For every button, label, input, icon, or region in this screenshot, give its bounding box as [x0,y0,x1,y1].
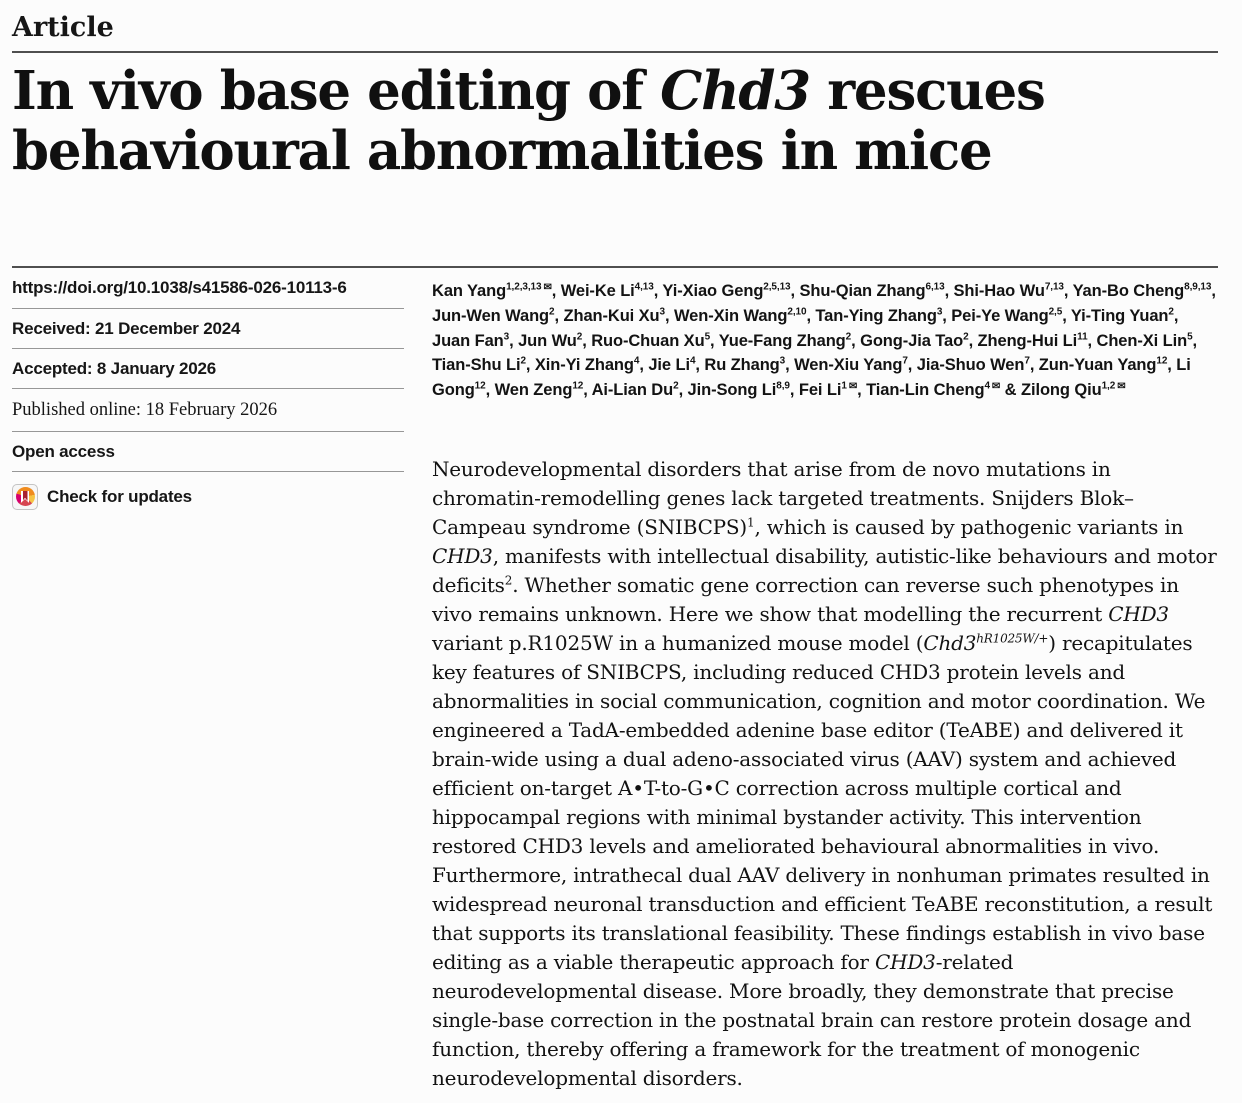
author-affiliation-superscript: 2,10 [787,306,807,318]
author-affiliation-superscript: 3 [503,331,510,343]
author-separator: , [583,381,592,400]
email-icon[interactable]: ✉ [1117,380,1126,392]
author-name: Tan-Ying Zhang [815,306,937,325]
author-separator: , [1029,356,1039,375]
author-affiliation-superscript: 2 [845,331,852,343]
author-separator: , [968,331,978,350]
email-icon[interactable]: ✉ [991,380,1001,392]
author-affiliation-superscript: 7,13 [1044,281,1064,293]
author-separator: , [1211,282,1216,301]
author-affiliation-superscript: 2 [576,331,583,343]
crossmark-circle [16,487,35,506]
author-name: Shi-Hao Wu [953,282,1045,301]
author-name: Jun Wu [518,331,577,350]
author-name: Chen-Xi Lin [1096,331,1188,350]
author-separator: , [1167,356,1177,375]
author-affiliation-superscript: 12 [474,380,486,392]
author-name: Ru Zhang [704,356,780,375]
author-name: Pei-Ye Wang [951,306,1049,325]
author-affiliation-superscript: 3 [779,355,786,367]
author-separator: , [639,356,649,375]
author-affiliation-superscript: 2 [549,306,555,318]
author-affiliation-superscript: 3 [936,306,943,318]
email-icon[interactable]: ✉ [543,281,552,293]
author-separator: , [857,381,867,400]
author-separator: , [1063,282,1073,301]
author-separator: , [785,356,795,375]
author-separator: , [710,331,719,350]
author-affiliation-superscript: 8,9 [776,380,790,392]
article-kicker: Article [12,12,114,43]
article-main-column [404,268,1218,1093]
author-affiliation-superscript: 5 [704,331,711,343]
author-name: Kan Yang [432,282,507,301]
author-name: Jin-Song Li [687,381,777,400]
author-affiliation-superscript: 5 [1187,331,1193,343]
author-separator: , [582,331,592,350]
author-name: Zheng-Hui Li [977,331,1078,350]
check-for-updates-button[interactable] [12,472,404,519]
author-name: Yue-Fang Zhang [718,331,846,350]
author-name: Yi-Ting Yuan [1070,306,1169,325]
author-separator: , [554,306,564,325]
author-separator: , [1087,331,1097,350]
author-separator: , [695,356,705,375]
author-affiliation-superscript: 4 [633,355,640,367]
author-name: Jun-Wen Wang [432,306,550,325]
author-name: Zilong Qiu [1021,381,1102,400]
author-affiliation-superscript: 11 [1077,331,1088,343]
author-separator: , [485,381,495,400]
author-affiliation-superscript: 2,5,13 [763,281,791,293]
author-separator: , [790,282,800,301]
author-separator: , [653,282,663,301]
email-icon[interactable]: ✉ [848,380,858,392]
author-separator: , [665,306,674,325]
open-access-label: Open access [12,432,404,472]
author-name: Wen-Xin Wang [673,306,788,325]
received-date: Received: 21 December 2024 [12,309,404,349]
article-title: In vivo base editing of Chd3 rescues behavioural abnormalities in mice [12,60,1045,183]
author-affiliation-superscript: 1,2,3,13 [506,281,542,293]
author-name: Wei-Ke Li [560,282,635,301]
author-separator: & [1000,381,1021,400]
author-affiliation-superscript: 12 [572,380,584,392]
crossmark-icon [12,484,38,510]
author-name: Wen Zeng [494,381,573,400]
author-affiliation-superscript: 6,13 [925,281,945,293]
crossmark-bookmark-icon [21,491,29,503]
author-affiliation-superscript: 2 [520,355,526,367]
doi-link[interactable]: https://doi.org/10.1038/s41586-026-10113-6 [12,268,404,308]
article-metadata-sidebar [12,268,404,519]
author-name: Zhan-Kui Xu [563,306,660,325]
author-name: Yan-Bo Cheng [1072,282,1185,301]
check-for-updates-label: Check for updates [47,486,192,506]
author-name: Ai-Lian Du [591,381,674,400]
author-affiliation-superscript: 2 [1168,306,1174,318]
author-affiliation-superscript: 1 [841,380,847,392]
author-affiliation-superscript: 12 [1156,355,1168,367]
author-affiliation-superscript: 7 [1024,355,1030,367]
author-affiliation-superscript: 4 [984,380,990,392]
author-affiliation-superscript: 2 [673,380,679,392]
author-separator: , [509,331,519,350]
author-affiliation-superscript: 3 [659,306,666,318]
header-divider [12,51,1218,53]
author-separator: , [789,381,799,400]
author-separator: , [551,282,561,301]
published-online-date: Published online: 18 February 2026 [12,389,404,431]
author-list [432,279,1218,403]
author-name: Xin-Yi Zhang [534,356,634,375]
author-separator: , [851,331,861,350]
content-columns [12,268,1218,1093]
author-separator: , [525,356,535,375]
accepted-date: Accepted: 8 January 2026 [12,349,404,389]
author-separator: , [806,306,816,325]
author-name: Ruo-Chuan Xu [591,331,705,350]
author-separator: , [678,381,688,400]
author-name: Jie Li [648,356,690,375]
author-affiliation-superscript: 4 [689,355,696,367]
author-name: Juan Fan [432,331,504,350]
author-separator: , [1192,331,1198,350]
author-separator: , [1062,306,1071,325]
author-name: Gong-Jia Tao [860,331,964,350]
author-name: Yi-Xiao Geng [662,282,764,301]
author-separator: , [944,282,954,301]
author-affiliation-superscript: 7 [902,355,908,367]
author-name: Fei Li [798,381,842,400]
abstract-text: Neurodevelopmental disorders that arise from de novo mutations in chromatin-remodelling genes lack targeted treatments. Snijders Blok–Campeau syndrome (SNIBCPS)$^1$, which is caused by pathogenic variants in CHD3, manifests with intellectual disability, autistic-like behaviours and motor deficits$^2$. Whether somatic gene correction can reverse such phenotypes in vivo remains unknown. Here we show that modelling the recurrent CHD3 variant p.R1025W in a humanized mouse model $(Chd3^{hR1025W/+})$ recapitulates key features of SNIBCPS, including reduced CHD3 protein levels and abnormalities in social communication, cognition and motor coordination. We engineered a TadA-embedded adenine base editor (TeABE) and delivered it brain-wide using a dual adeno-associated virus (AAV) system and achieved efficient on-target A•T-to-G•C correction across multiple cortical and hippocampal regions with minimal bystander activity. This intervention restored CHD3 levels and ameliorated behavioural abnormalities in vivo. Furthermore, intrathecal dual AAV delivery in nonhuman primates resulted in widespread neuronal transduction and efficient TeABE reconstitution, a result that supports its translational feasibility. These findings establish in vivo base editing as a viable therapeutic approach for CHD3-related neurodevelopmental disease. More broadly, they demonstrate that precise single-base correction in the postnatal brain can restore protein dosage and function, thereby offering a framework for the treatment of monogenic neurodevelopmental disorders. [432,456,1217,1090]
author-name: Zun-Yuan Yang [1038,356,1157,375]
author-name: Li Gong [432,356,1191,400]
author-separator: , [942,306,952,325]
author-name: Wen-Xiu Yang [794,356,903,375]
author-affiliation-superscript: 2,5 [1048,306,1063,318]
author-affiliation-superscript: 2 [963,331,969,343]
author-name: Jia-Shuo Wen [916,356,1025,375]
author-affiliation-superscript: 4,13 [634,281,654,293]
author-affiliation-superscript: 8,9,13 [1184,281,1212,293]
author-name: Tian-Lin Cheng [866,381,985,400]
author-separator: , [907,356,917,375]
author-separator: , [1173,306,1179,325]
author-name: Shu-Qian Zhang [799,282,926,301]
author-affiliation-superscript: 1,2 [1101,380,1116,392]
author-name: Tian-Shu Li [432,356,521,375]
